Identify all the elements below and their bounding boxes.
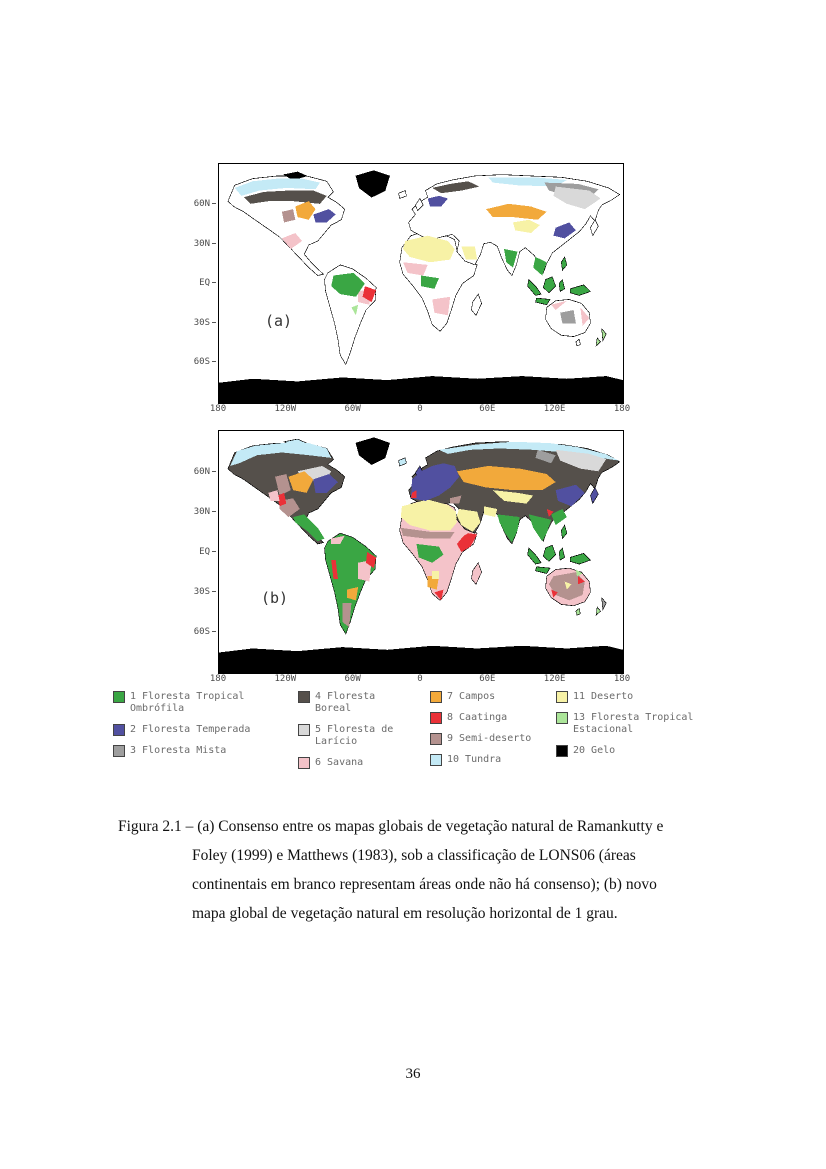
y-tick-label: 60S [182, 358, 216, 367]
veg-patch [432, 571, 439, 579]
x-tick-label: 180 [209, 674, 227, 684]
legend-item-label: 1 Floresta Tropical Ombrófila [130, 691, 245, 714]
land-new-zealand [602, 329, 606, 341]
land-japan [590, 220, 598, 236]
land-new-zealand [596, 338, 600, 346]
legend-swatch [298, 691, 310, 703]
map-panel-a [193, 163, 624, 404]
x-axis-a [209, 404, 631, 417]
legend-swatch [556, 712, 568, 724]
y-tick-label: EQ [182, 279, 216, 288]
legend-item [430, 754, 556, 766]
legend-swatch [113, 724, 125, 736]
land-sulawesi [559, 280, 565, 292]
x-tick-label: 180 [613, 404, 631, 414]
legend-swatch [430, 691, 442, 703]
land-borneo [543, 545, 555, 561]
legend-swatch [556, 745, 568, 757]
legend-item-label: 4 Floresta Boreal [315, 691, 376, 714]
y-tick-label: 30S [182, 319, 216, 328]
land-philippines [561, 525, 567, 538]
land-new-zealand [602, 598, 606, 610]
land-greenland [356, 171, 390, 198]
x-tick-label: 60E [479, 404, 496, 414]
legend-swatch [113, 745, 125, 757]
land-madagascar [472, 563, 482, 585]
y-tick-label: EQ [182, 548, 216, 557]
land-borneo [543, 277, 555, 293]
land-sulawesi [559, 548, 565, 560]
x-axis-b [209, 674, 631, 687]
legend-item-label: 9 Semi-deserto [447, 733, 532, 744]
land-java [535, 298, 550, 305]
veg-patch [293, 514, 324, 541]
legend-column [298, 691, 430, 778]
legend-item-label: 6 Savana [315, 757, 364, 768]
legend-item [113, 745, 298, 757]
land-japan [590, 487, 598, 503]
x-tick-label: 0 [417, 404, 423, 414]
land-greenland [356, 438, 390, 465]
land-philippines [561, 257, 567, 270]
land-madagascar [472, 294, 482, 315]
panel-b-label: (b) [261, 589, 289, 607]
legend-swatch [430, 712, 442, 724]
caption-line: Figura 2.1 – (a) Consenso entre os mapas globais de vegetação natural de Ramankutty e [118, 818, 664, 835]
y-tick-label: 60N [182, 200, 216, 209]
legend [113, 691, 725, 778]
legend-item [556, 712, 721, 736]
legend-item [556, 745, 721, 757]
legend-item [113, 691, 298, 715]
land-tasmania [576, 608, 580, 615]
land-tasmania [576, 339, 580, 346]
legend-item [556, 691, 721, 703]
land-sumatra [528, 548, 541, 564]
land-iceland [399, 191, 407, 199]
land-java [535, 567, 550, 574]
panel-a-label: (a) [265, 312, 293, 330]
legend-item [430, 691, 556, 703]
legend-swatch [298, 724, 310, 736]
y-tick-label: 60N [182, 468, 216, 477]
land-iceland [399, 458, 407, 466]
legend-swatch [556, 691, 568, 703]
x-tick-label: 120E [543, 404, 566, 414]
x-tick-label: 60W [344, 404, 361, 414]
x-tick-label: 120W [274, 674, 297, 684]
world-map-consensus [219, 164, 623, 403]
legend-item-label: 3 Floresta Mista [130, 745, 227, 756]
y-tick-label: 30N [182, 240, 216, 249]
x-tick-label: 60E [479, 674, 496, 684]
x-tick-label: 120E [543, 674, 566, 684]
land-south-america [324, 533, 376, 634]
legend-item-label: 13 Floresta Tropical Estacional [573, 712, 694, 735]
y-tick-label: 30N [182, 508, 216, 517]
legend-item [430, 733, 556, 745]
legend-item-label: 8 Caatinga [447, 712, 508, 723]
legend-item [298, 724, 430, 748]
page-number: 36 [405, 1066, 421, 1082]
x-tick-label: 0 [417, 674, 423, 684]
caption-line: continentais em branco representam áreas onde não há consenso); (b) novo [192, 876, 657, 893]
legend-item-label: 5 Floresta de Larício [315, 724, 394, 747]
legend-item-label: 2 Floresta Temperada [130, 724, 251, 735]
land-new-guinea [570, 553, 590, 564]
legend-item [298, 691, 430, 715]
legend-item-label: 7 Campos [447, 691, 496, 702]
world-map-new-vegetation [219, 431, 623, 673]
y-tick-label: 60S [182, 628, 216, 637]
land-new-guinea [570, 285, 590, 296]
legend-column [556, 691, 721, 778]
figure-caption [118, 812, 722, 928]
veg-patch [432, 297, 450, 316]
land-new-zealand [596, 607, 600, 615]
map-panel-b [193, 430, 624, 674]
x-tick-label: 60W [344, 674, 361, 684]
land-antarctica [219, 646, 623, 673]
legend-swatch [430, 733, 442, 745]
legend-item-label: 11 Deserto [573, 691, 634, 702]
legend-swatch [298, 757, 310, 769]
legend-item-label: 10 Tundra [447, 754, 502, 765]
x-tick-label: 120W [274, 404, 297, 414]
legend-swatch [113, 691, 125, 703]
caption-line: Foley (1999) e Matthews (1983), sob a classificação de LONS06 (áreas [192, 847, 636, 864]
legend-column [113, 691, 298, 778]
legend-swatch [430, 754, 442, 766]
land-antarctica [219, 376, 623, 403]
legend-item [298, 757, 430, 769]
y-tick-label: 30S [182, 588, 216, 597]
caption-line: mapa global de vegetação natural em resolução horizontal de 1 grau. [192, 905, 618, 922]
legend-item-label: 20 Gelo [573, 745, 616, 756]
x-tick-label: 180 [209, 404, 227, 414]
land-sumatra [528, 280, 541, 296]
legend-column [430, 691, 556, 778]
legend-item [113, 724, 298, 736]
legend-item [430, 712, 556, 724]
x-tick-label: 180 [613, 674, 631, 684]
